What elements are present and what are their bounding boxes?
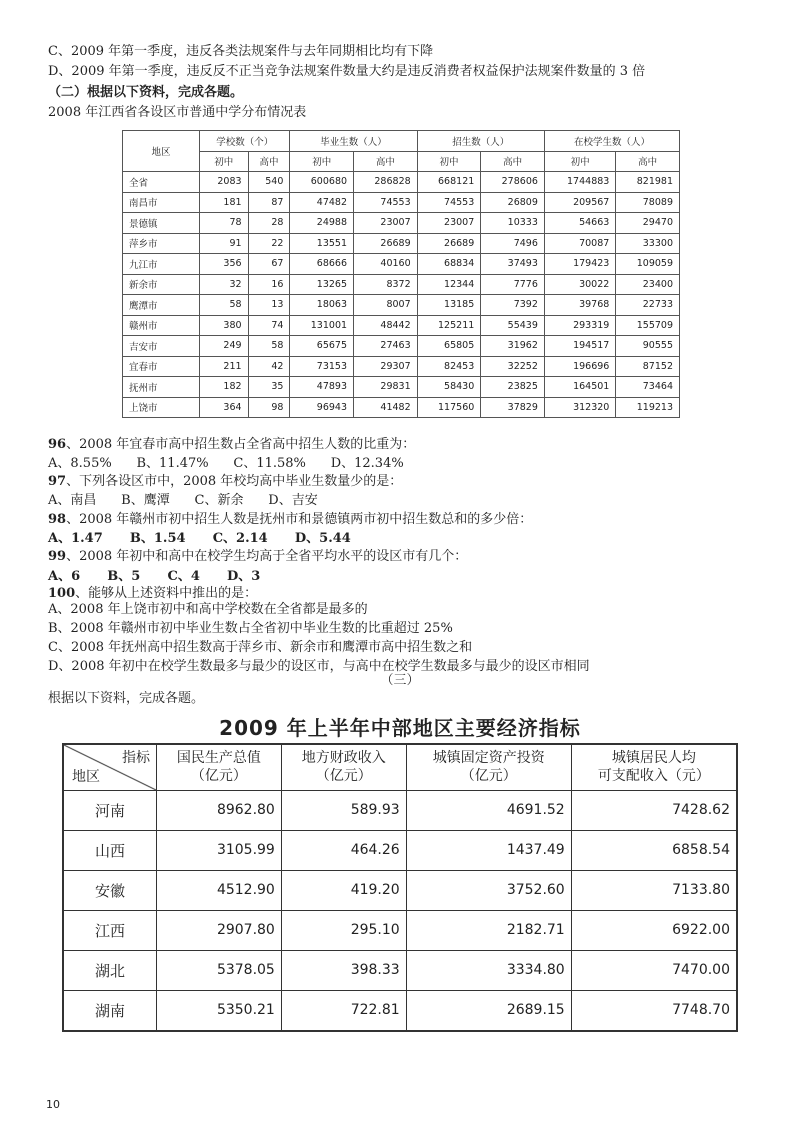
region-cell: 上饶市 <box>123 397 200 418</box>
value-cell: 540 <box>248 172 290 193</box>
region-cell: 赣州市 <box>123 315 200 336</box>
value-cell: 91 <box>200 233 249 254</box>
value-cell: 23400 <box>616 274 680 295</box>
value-cell: 2182.71 <box>406 910 571 950</box>
value-cell: 1744883 <box>544 172 615 193</box>
value-cell: 37493 <box>481 254 545 275</box>
header-line: 地方财政收入 <box>301 750 386 767</box>
value-cell: 109059 <box>616 254 680 275</box>
value-cell: 8962.80 <box>157 790 282 830</box>
sub-header: 高中 <box>481 151 545 172</box>
region-cell: 全省 <box>123 172 200 193</box>
value-cell: 119213 <box>616 397 680 418</box>
value-cell: 589.93 <box>281 790 406 830</box>
corner-top-label: 指标 <box>122 750 150 766</box>
value-cell: 5378.05 <box>157 950 282 990</box>
value-cell: 74553 <box>417 192 481 213</box>
region-cell: 宜春市 <box>123 356 200 377</box>
group-header: 招生数（人） <box>417 131 544 152</box>
sub-header: 高中 <box>248 151 290 172</box>
value-cell: 23007 <box>417 213 481 234</box>
value-cell: 4512.90 <box>157 870 282 910</box>
header-unit: （亿元） <box>190 768 247 785</box>
value-cell: 131001 <box>290 315 354 336</box>
table-title: 2008 年江西省各设区市普通中学分布情况表 <box>48 105 307 120</box>
value-cell: 7133.80 <box>571 870 737 910</box>
value-cell: 22733 <box>616 295 680 316</box>
table-row <box>63 910 737 950</box>
value-cell: 2907.80 <box>157 910 282 950</box>
value-cell: 182 <box>200 377 249 398</box>
corner-header <box>63 744 157 790</box>
sub-header: 初中 <box>290 151 354 172</box>
value-cell: 22 <box>248 233 290 254</box>
value-cell: 194517 <box>544 336 615 357</box>
value-cell: 35 <box>248 377 290 398</box>
value-cell: 16 <box>248 274 290 295</box>
sub-header: 初中 <box>200 151 249 172</box>
value-cell: 28 <box>248 213 290 234</box>
question-options: A、6 B、5 C、4 D、3 <box>48 569 261 584</box>
group-header: 学校数（个） <box>200 131 290 152</box>
value-cell: 117560 <box>417 397 481 418</box>
value-cell: 7428.62 <box>571 790 737 830</box>
table-row <box>123 233 680 254</box>
header-unit: 可支配收入（元） <box>597 768 710 785</box>
region-cell: 萍乡市 <box>123 233 200 254</box>
value-cell: 40160 <box>354 254 418 275</box>
value-cell: 312320 <box>544 397 615 418</box>
value-cell: 155709 <box>616 315 680 336</box>
region-cell: 安徽 <box>63 870 157 910</box>
table-row <box>123 254 680 275</box>
q100-option: A、2008 年上饶市初中和高中学校数在全省都是最多的 <box>48 602 368 617</box>
value-cell: 26809 <box>481 192 545 213</box>
value-cell: 398.33 <box>281 950 406 990</box>
value-cell: 7496 <box>481 233 545 254</box>
value-cell: 68834 <box>417 254 481 275</box>
table-row <box>123 192 680 213</box>
value-cell: 41482 <box>354 397 418 418</box>
header-unit: （亿元） <box>315 768 372 785</box>
sub-header: 高中 <box>616 151 680 172</box>
table-row <box>63 870 737 910</box>
value-cell: 23825 <box>481 377 545 398</box>
table-row <box>123 172 680 193</box>
table-row <box>63 950 737 990</box>
economic-indicators-table <box>62 743 738 1032</box>
section-heading: （二）根据以下资料，完成各题。 <box>48 85 244 100</box>
question-options: A、南昌 B、鹰潭 C、新余 D、吉安 <box>48 493 318 508</box>
region-cell: 山西 <box>63 830 157 870</box>
column-header <box>571 744 737 790</box>
value-cell: 8007 <box>354 295 418 316</box>
value-cell: 7748.70 <box>571 990 737 1031</box>
economic-table-title: 2009 年上半年中部地区主要经济指标 <box>219 716 581 740</box>
question-number: 96 <box>48 437 67 452</box>
region-cell: 九江市 <box>123 254 200 275</box>
value-cell: 278606 <box>481 172 545 193</box>
section-intro: 根据以下资料，完成各题。 <box>48 691 205 706</box>
value-cell: 6858.54 <box>571 830 737 870</box>
table-row <box>123 295 680 316</box>
question-text: 、2008 年宜春市高中招生数占全省高中招生人数的比重为： <box>66 437 416 452</box>
value-cell: 12344 <box>417 274 481 295</box>
value-cell: 73464 <box>616 377 680 398</box>
value-cell: 30022 <box>544 274 615 295</box>
question-number: 97 <box>48 474 67 489</box>
region-cell: 江西 <box>63 910 157 950</box>
value-cell: 98 <box>248 397 290 418</box>
value-cell: 209567 <box>544 192 615 213</box>
value-cell: 13551 <box>290 233 354 254</box>
value-cell: 87152 <box>616 356 680 377</box>
sub-header: 初中 <box>417 151 481 172</box>
value-cell: 13 <box>248 295 290 316</box>
value-cell: 5350.21 <box>157 990 282 1031</box>
value-cell: 8372 <box>354 274 418 295</box>
value-cell: 668121 <box>417 172 481 193</box>
value-cell: 23007 <box>354 213 418 234</box>
value-cell: 82453 <box>417 356 481 377</box>
value-cell: 27463 <box>354 336 418 357</box>
option-c-text: C、2009 年第一季度，违反各类法规案件与去年同期相比均有下降 <box>48 44 434 59</box>
table-row <box>123 397 680 418</box>
question-text: 、下列各设区市中，2008 年校均高中毕业生数量少的是： <box>66 474 403 489</box>
value-cell: 181 <box>200 192 249 213</box>
value-cell: 600680 <box>290 172 354 193</box>
group-header: 在校学生数（人） <box>544 131 679 152</box>
question-99 <box>48 548 467 566</box>
region-cell: 鹰潭市 <box>123 295 200 316</box>
value-cell: 10333 <box>481 213 545 234</box>
question-98 <box>48 511 532 529</box>
question-number: 100 <box>48 586 76 601</box>
table-row <box>123 274 680 295</box>
value-cell: 1437.49 <box>406 830 571 870</box>
group-header: 毕业生数（人） <box>290 131 417 152</box>
value-cell: 164501 <box>544 377 615 398</box>
value-cell: 87 <box>248 192 290 213</box>
header-unit: （亿元） <box>460 768 517 785</box>
value-cell: 26689 <box>354 233 418 254</box>
column-header <box>157 744 282 790</box>
header-line: 城镇固定资产投资 <box>432 750 545 767</box>
value-cell: 32252 <box>481 356 545 377</box>
table-row <box>63 830 737 870</box>
table-row <box>123 336 680 357</box>
value-cell: 24988 <box>290 213 354 234</box>
value-cell: 13265 <box>290 274 354 295</box>
column-header <box>406 744 571 790</box>
value-cell: 2689.15 <box>406 990 571 1031</box>
question-options: A、8.55% B、11.47% C、11.58% D、12.34% <box>48 456 404 471</box>
value-cell: 125211 <box>417 315 481 336</box>
value-cell: 380 <box>200 315 249 336</box>
table-row <box>63 790 737 830</box>
q100-option: D、2008 年初中在校学生数最多与最少的设区市，与高中在校学生数最多与最少的设区市相同 <box>48 659 590 674</box>
region-cell: 吉安市 <box>123 336 200 357</box>
question-text: 、2008 年初中和高中在校学生均高于全省平均水平的设区市有几个： <box>66 549 468 564</box>
value-cell: 196696 <box>544 356 615 377</box>
value-cell: 249 <box>200 336 249 357</box>
value-cell: 7392 <box>481 295 545 316</box>
region-header: 地区 <box>123 131 200 172</box>
page-number: 10 <box>46 1098 60 1111</box>
question-96 <box>48 436 415 454</box>
question-number: 98 <box>48 512 67 527</box>
value-cell: 3105.99 <box>157 830 282 870</box>
value-cell: 7776 <box>481 274 545 295</box>
value-cell: 3334.80 <box>406 950 571 990</box>
value-cell: 293319 <box>544 315 615 336</box>
value-cell: 821981 <box>616 172 680 193</box>
value-cell: 37829 <box>481 397 545 418</box>
value-cell: 39768 <box>544 295 615 316</box>
sub-header: 高中 <box>354 151 418 172</box>
value-cell: 58 <box>248 336 290 357</box>
value-cell: 31962 <box>481 336 545 357</box>
option-d-text: D、2009 年第一季度，违反反不正当竞争法规案件数量大约是违反消费者权益保护法规案件数量的 3 倍 <box>48 64 646 79</box>
value-cell: 78089 <box>616 192 680 213</box>
value-cell: 26689 <box>417 233 481 254</box>
value-cell: 65805 <box>417 336 481 357</box>
value-cell: 55439 <box>481 315 545 336</box>
region-cell: 湖南 <box>63 990 157 1031</box>
region-cell: 河南 <box>63 790 157 830</box>
question-options: A、1.47 B、1.54 C、2.14 D、5.44 <box>48 531 351 546</box>
value-cell: 2083 <box>200 172 249 193</box>
value-cell: 18063 <box>290 295 354 316</box>
section-marker: （三） <box>380 673 420 688</box>
value-cell: 65675 <box>290 336 354 357</box>
value-cell: 42 <box>248 356 290 377</box>
value-cell: 286828 <box>354 172 418 193</box>
value-cell: 7470.00 <box>571 950 737 990</box>
table-row <box>123 356 680 377</box>
value-cell: 48442 <box>354 315 418 336</box>
value-cell: 96943 <box>290 397 354 418</box>
question-text: 、能够从上述资料中推出的是： <box>75 586 258 601</box>
value-cell: 58430 <box>417 377 481 398</box>
value-cell: 90555 <box>616 336 680 357</box>
q100-option: C、2008 年抚州高中招生数高于萍乡市、新余市和鹰潭市高中招生数之和 <box>48 640 473 655</box>
column-header <box>281 744 406 790</box>
value-cell: 464.26 <box>281 830 406 870</box>
value-cell: 58 <box>200 295 249 316</box>
value-cell: 29831 <box>354 377 418 398</box>
sub-header: 初中 <box>544 151 615 172</box>
value-cell: 179423 <box>544 254 615 275</box>
value-cell: 73153 <box>290 356 354 377</box>
value-cell: 33300 <box>616 233 680 254</box>
value-cell: 722.81 <box>281 990 406 1031</box>
value-cell: 211 <box>200 356 249 377</box>
region-cell: 南昌市 <box>123 192 200 213</box>
value-cell: 54663 <box>544 213 615 234</box>
school-distribution-table <box>122 130 680 418</box>
value-cell: 47893 <box>290 377 354 398</box>
value-cell: 70087 <box>544 233 615 254</box>
value-cell: 32 <box>200 274 249 295</box>
value-cell: 356 <box>200 254 249 275</box>
value-cell: 13185 <box>417 295 481 316</box>
header-line: 国民生产总值 <box>176 750 261 767</box>
value-cell: 74 <box>248 315 290 336</box>
table-row <box>123 213 680 234</box>
region-cell: 新余市 <box>123 274 200 295</box>
value-cell: 3752.60 <box>406 870 571 910</box>
value-cell: 295.10 <box>281 910 406 950</box>
table-row <box>123 377 680 398</box>
corner-bottom-label: 地区 <box>72 768 100 785</box>
value-cell: 47482 <box>290 192 354 213</box>
value-cell: 419.20 <box>281 870 406 910</box>
q100-option: B、2008 年赣州市初中毕业生数占全省初中毕业生数的比重超过 25% <box>48 621 453 636</box>
value-cell: 68666 <box>290 254 354 275</box>
value-cell: 6922.00 <box>571 910 737 950</box>
region-cell: 湖北 <box>63 950 157 990</box>
region-cell: 抚州市 <box>123 377 200 398</box>
value-cell: 364 <box>200 397 249 418</box>
region-cell: 景德镇 <box>123 213 200 234</box>
table-row <box>63 990 737 1031</box>
question-text: 、2008 年赣州市初中招生人数是抚州市和景德镇两市初中招生数总和的多少倍： <box>66 512 533 527</box>
table-row <box>123 315 680 336</box>
question-number: 99 <box>48 549 67 564</box>
value-cell: 74553 <box>354 192 418 213</box>
value-cell: 78 <box>200 213 249 234</box>
header-line: 城镇居民人均 <box>611 750 696 767</box>
value-cell: 67 <box>248 254 290 275</box>
value-cell: 29307 <box>354 356 418 377</box>
value-cell: 4691.52 <box>406 790 571 830</box>
value-cell: 29470 <box>616 213 680 234</box>
question-97 <box>48 473 402 491</box>
